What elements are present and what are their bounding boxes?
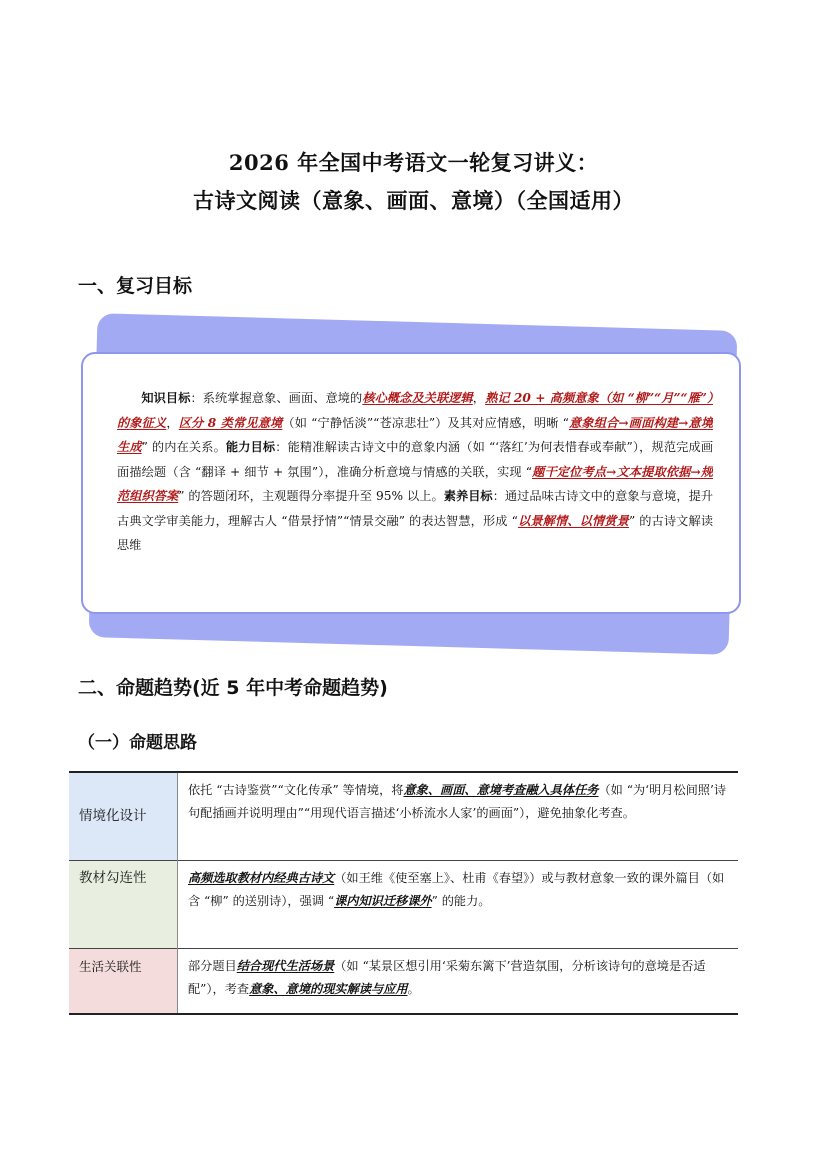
table-row — [69, 949, 738, 1015]
goal-text: ：能精准解读古诗文中的意象内涵（如 “‘落红’为何表惜春或奉献”），规范完成画面描绘题（含 “翻译 + 细节 + 氛围”），准确分析意境与情感的关联，实现 “ — [117, 440, 713, 479]
row-text: （如 “为‘明月松间照’诗句配插画并说明理由”“用现代语言描述‘小桥流水人家’的画面”），避免抽象化考查。 — [188, 783, 727, 820]
goal-text: （如 “宁静恬淡”“苍凉悲壮”）及其对应情感，明晰 “ — [282, 415, 569, 430]
row-text: （如 “某景区想引用‘采菊东篱下’营造氛围，分析该诗句的意境是否适配”），考查 — [188, 959, 706, 996]
row-emphasis: 结合现代生活场景 — [236, 959, 335, 973]
goal-text: ：通过品味古诗文中的意象与意境，提升古典文学审美能力，理解古人 “借景抒情”“情景交融” 的表达智慧，形成 “ — [117, 489, 713, 528]
literacy-goal-label: 素养目标 — [443, 489, 493, 503]
table-row — [69, 772, 738, 861]
section-heading-trends: 二、命题趋势(近 5 年中考命题趋势) — [78, 677, 388, 699]
row-label: 教材勾连性 — [69, 861, 178, 949]
row-label: 生活关联性 — [69, 949, 178, 1015]
row-text: （如王维《使至塞上》、杜甫《春望》）或与教材意象一致的课外篇目（如含 “柳” 的送别诗），强调 “ — [188, 871, 725, 908]
subsection-heading-ideas: （一）命题思路 — [78, 733, 197, 753]
knowledge-goal-label: 知识目标 — [141, 391, 191, 405]
row-label: 情境化设计 — [69, 772, 178, 861]
document-title-line1: 2026 年全国中考语文一轮复习讲义： — [228, 150, 599, 175]
goal-card-text — [117, 386, 713, 592]
goal-emphasis: 以景解情、以情赏景 — [517, 513, 629, 528]
goal-emphasis: 题干定位考点→文本提取依据→规范组织答案 — [117, 464, 713, 503]
row-text: 依托 “古诗鉴赏”“文化传承” 等情境，将 — [188, 783, 404, 797]
table-row — [69, 861, 738, 949]
goal-emphasis: 核心概念及关联逻辑 — [362, 391, 473, 405]
row-content — [178, 861, 739, 949]
row-content — [178, 949, 739, 1015]
goal-text: ， — [472, 391, 486, 405]
row-content — [178, 772, 739, 861]
goal-text: ， — [166, 415, 179, 430]
row-text: 部分题目 — [188, 959, 237, 973]
document-title-line2: 古诗文阅读（意象、画面、意境）（全国适用） — [193, 188, 634, 213]
goal-text: ” 的内在关系。 — [141, 440, 226, 454]
goal-text: ” 的答题闭环，主观题得分率提升至 95% 以上。 — [178, 489, 444, 503]
ability-goal-label: 能力目标 — [225, 440, 276, 454]
row-emphasis: 高频选取教材内经典古诗文 — [188, 871, 335, 885]
row-emphasis: 意象、意境的现实解读与应用 — [249, 982, 408, 996]
goal-text: ” 的古诗文解读思维 — [117, 513, 713, 552]
trend-table — [69, 771, 738, 1015]
goal-text: ：系统掌握意象、画面、意境的 — [190, 391, 363, 405]
goal-emphasis: 熟记 20 + 高频意象（如 “柳”“月”“雁”）的象征义 — [117, 391, 713, 430]
goal-emphasis: 意象组合→画面构建→意境生成 — [117, 415, 713, 454]
section-heading-goals: 一、复习目标 — [78, 275, 193, 297]
row-emphasis: 课内知识迁移课外 — [334, 894, 432, 908]
goal-card — [81, 352, 741, 614]
goal-emphasis: 区分 8 类常见意境 — [178, 415, 283, 430]
row-text: ” 的能力。 — [431, 894, 491, 908]
row-emphasis: 意象、画面、意境考查融入具体任务 — [403, 783, 599, 797]
row-text: 。 — [407, 982, 420, 996]
